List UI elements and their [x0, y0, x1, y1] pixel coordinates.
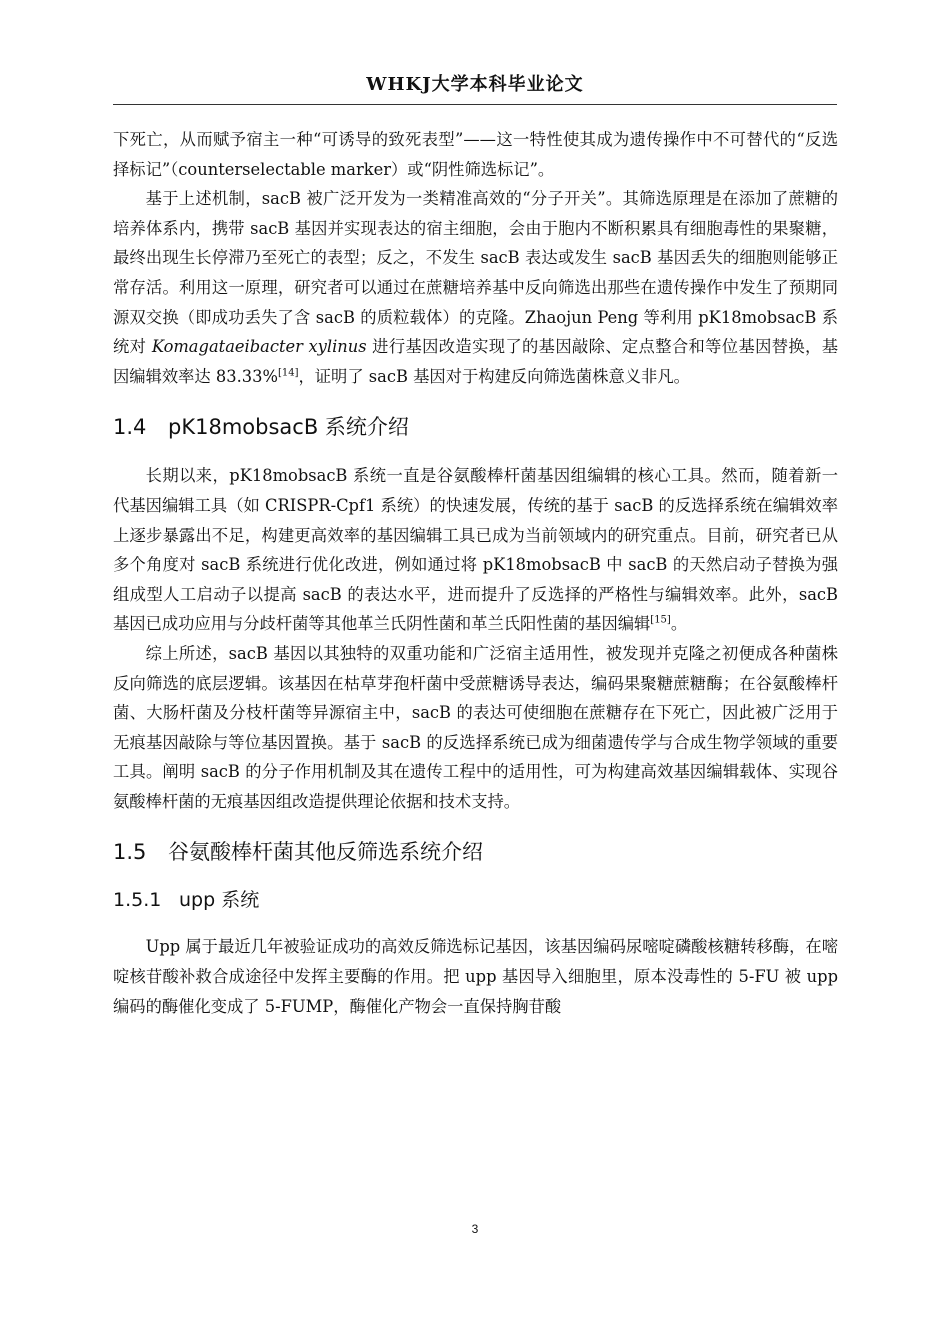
paragraph-summary: 综上所述，sacB 基因以其独特的双重功能和广泛宿主适用性，被发现并克隆之初便成各种菌株反向筛选的底层逻辑。该基因在枯草芽孢杆菌中受蔗糖诱导表达，编码果聚糖蔗糖酶；在谷氨酸棒杆菌、大肠杆菌及分枝杆菌等异源宿主中，sacB 的表达可使细胞在蔗糖存在下死亡，因此被广泛用于无痕基因敲除与等位基因置换。基于 sacB 的反选择系统已成为细菌遗传学与合成生物学领域的重要工具。阐明 sacB 的分子作用机制及其在遗传工程中的适用性，可为构建高效基因编辑载体、实现谷氨酸棒杆菌的无痕基因组改造提供理论依据和技术支持。 [113, 643, 838, 811]
subsection-title: upp 系统 [179, 889, 260, 912]
paragraph-text: 长期以来，pK18mobsacB 系统一直是谷氨酸棒杆菌基因组编辑的核心工具。然而，随着新一代基因编辑工具（如 CRISPR-Cpf1 系统）的快速发展，传统的基于 sacB 的反选择系统在编辑效率上逐步暴露出不足，构建更高效率的基因编辑工具已成为当前领域内的研究重点。目前，研究者已从多个角度对 sacB 系统进行优化改进，例如通过将 pK18mobsacB 中 sacB 的天然启动子替换为强组成型人工启动子以提高 sacB 的表达水平，进而提升了反选择的严格性与编辑效率。此外，sacB 基因已成功应用与分歧杆菌等其他革兰氏阴性菌和革兰氏阳性菌的基因编辑 [113, 466, 838, 634]
page-number: 3 [471, 1222, 479, 1236]
running-header: WHKJ大学本科毕业论文 [366, 74, 584, 95]
paragraph-upp: Upp 属于最近几年被验证成功的高效反筛选标记基因，该基因编码尿嘧啶磷酸核糖转移酶，在嘧啶核苷酸补救合成途径中发挥主要酶的作用。把 upp 基因导入细胞里，原本没毒性的 5-FU 被 upp 编码的酶催化变成了 5-FUMP，酶催化产物会一直保持胸苷酸 [113, 937, 838, 1016]
section-heading-1-4 [113, 413, 838, 441]
body-content [113, 125, 838, 1021]
paragraph-continuation: 下死亡，从而赋予宿主一种“可诱导的致死表型”——这一特性使其成为遗传操作中不可替代的“反选择标记”（counterselectable marker）或“阴性筛选标记”。 [113, 130, 838, 179]
citation-ref[interactable]: [15] [650, 614, 671, 626]
section-title: pK18mobsacB 系统介绍 [168, 415, 409, 440]
section-number: 1.4 [113, 415, 147, 440]
paragraph-pk18 [113, 461, 838, 639]
citation-ref[interactable]: [14] [277, 367, 299, 379]
subsection-number: 1.5.1 [113, 889, 162, 912]
section-number: 1.5 [113, 840, 147, 865]
section-heading-1-5 [113, 838, 838, 866]
paragraph-text: 基于上述机制，sacB 被广泛开发为一类精准高效的“分子开关”。其筛选原理是在添加了蔗糖的培养体系内，携带 sacB 基因并实现表达的宿主细胞，会由于胞内不断积累具有细胞毒性的果聚糖，最终出现生长停滞乃至死亡的表型；反之，不发生 sacB 表达或发生 sacB 基因丢失的细胞则能够正常存活。利用这一原理，研究者可以通过在蔗糖培养基中反向筛选出那些在遗传操作中发生了预期同源双交换（即成功丢失了含 sacB 的质粒载体）的克隆。Zhaojun Peng 等利用 pK18mobsacB 系统对 [113, 189, 838, 357]
header-rule [113, 104, 837, 105]
paragraph-text: 。 [670, 614, 688, 634]
subsection-heading-1-5-1 [113, 886, 838, 914]
paragraph-sacb-mechanism [113, 184, 838, 391]
section-title: 谷氨酸棒杆菌其他反筛选系统介绍 [168, 840, 483, 865]
paragraph-text: 进行基因改造实现了的基因敲除、定点整合和等位基因替换，基因编辑效率达 83.33% [113, 337, 838, 386]
species-name: Komagataeibacter xylinus [151, 337, 367, 357]
paragraph-text: ，证明了 sacB 基因对于构建反向筛选菌株意义非凡。 [298, 366, 690, 386]
